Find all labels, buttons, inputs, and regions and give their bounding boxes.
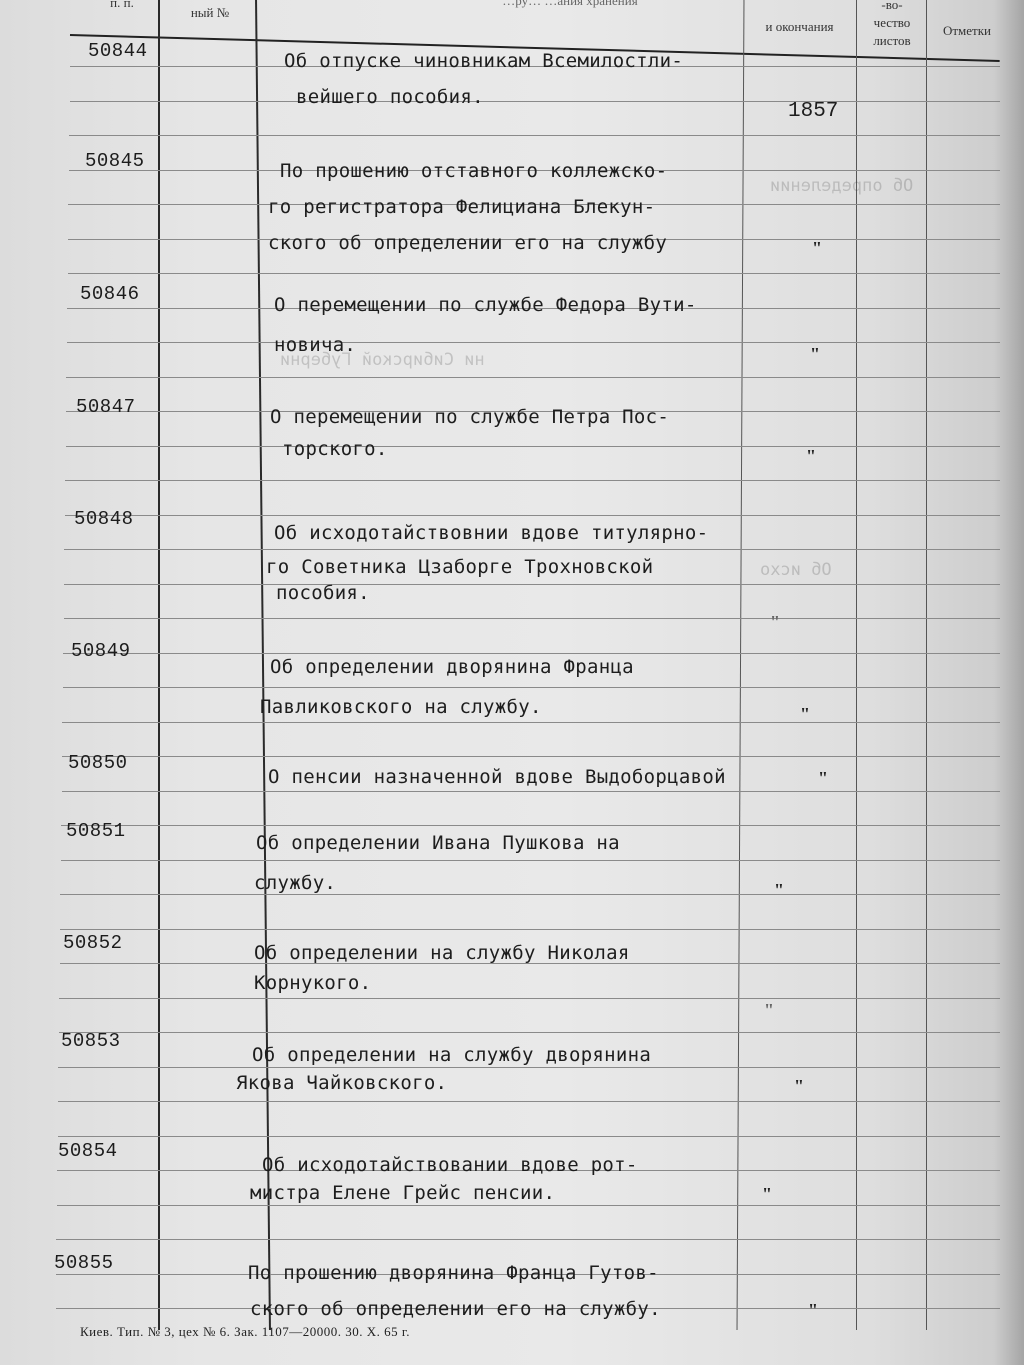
ruled-line	[58, 1136, 1000, 1137]
ditto-mark: "	[794, 1076, 804, 1096]
record-title-line: Об определении Ивана Пушкова на	[256, 832, 620, 854]
ruled-line	[64, 618, 1000, 619]
record-number: 50854	[58, 1140, 118, 1162]
ditto-mark: "	[810, 344, 820, 364]
ruled-line	[61, 860, 1000, 861]
ruled-line	[63, 687, 1000, 688]
ditto-mark: "	[800, 704, 810, 724]
record-title-line: службу.	[254, 872, 337, 894]
record-title-line: Об определении на службу Николая	[254, 942, 630, 964]
ruled-line	[66, 446, 1000, 447]
ditto-mark: "	[764, 1000, 774, 1020]
header-col-num: п. п.	[110, 0, 134, 10]
record-title-line: ского об определении его на службу	[268, 232, 668, 254]
record-title-line: мистра Елене Грейс пенсии.	[250, 1182, 556, 1204]
column-rule-4	[856, 0, 857, 1330]
ruled-line	[61, 825, 1000, 826]
record-title-line: вейшего пособия.	[296, 86, 484, 108]
header-col-title: …ру… …ания хранения	[502, 0, 638, 8]
record-number: 50852	[63, 932, 123, 954]
header-col-count: -во- чество листов	[873, 0, 911, 48]
ruled-line	[69, 135, 1000, 136]
record-title-line: Об исходотайствовании вдове рот-	[262, 1154, 638, 1176]
record-title-line: Павликовского на службу.	[260, 696, 542, 718]
ruled-line	[67, 342, 1000, 343]
column-rule-3	[737, 0, 745, 1330]
bleed-through-text: ни Сибирской Губерни	[280, 350, 485, 370]
ruled-line	[60, 894, 1000, 895]
record-number: 50853	[61, 1030, 121, 1052]
header-col-notes: Отметки	[942, 23, 992, 38]
record-title-line: По прошению отставного коллежско-	[280, 160, 668, 182]
record-title-line: торского.	[282, 438, 388, 460]
record-number: 50845	[85, 150, 145, 172]
ruled-line	[59, 998, 1000, 999]
record-title-line: Корнукого.	[254, 972, 372, 994]
record-number: 50848	[74, 508, 134, 530]
record-title-line: ского об определении его на службу.	[250, 1298, 661, 1320]
record-number: 50844	[88, 40, 148, 62]
ruled-line	[68, 273, 1000, 274]
printer-imprint: Киев. Тип. № 3, цех № 6. Зак. 1107—20000. 30. X. 65 г.	[80, 1324, 411, 1339]
record-number: 50851	[66, 820, 126, 842]
ruled-line	[64, 549, 1000, 550]
ruled-line	[70, 101, 1000, 102]
column-rule-5	[926, 0, 927, 1330]
record-year: 1857	[788, 100, 839, 123]
record-number: 50849	[71, 640, 131, 662]
record-title-line: Об отпуске чиновникам Всемилостли-	[284, 50, 684, 72]
record-title-line: О перемещении по службе Федора Вути-	[274, 294, 697, 316]
record-title-line: О пенсии назначенной вдове Выдоборцавой	[268, 766, 726, 788]
ditto-mark: "	[770, 612, 780, 632]
bleed-through-text: Об исхо	[760, 560, 832, 580]
ruled-line	[57, 1205, 1000, 1206]
header-col-dates: и окончания	[765, 19, 834, 34]
ditto-mark: "	[762, 1184, 772, 1204]
record-title-line: го регистратора Фелициана Блекун-	[268, 196, 656, 218]
record-title-line: Якова Чайковского.	[236, 1072, 448, 1094]
ditto-mark: "	[812, 238, 822, 258]
ruled-line	[62, 756, 1000, 757]
ditto-mark: "	[818, 768, 828, 788]
ditto-mark: "	[774, 880, 784, 900]
ruled-line	[62, 791, 1000, 792]
ruled-line	[65, 480, 1000, 481]
ruled-line	[59, 1032, 1000, 1033]
ruled-line	[64, 584, 1000, 585]
page-edge-shadow	[994, 0, 1024, 1365]
record-title-line: Об определении на службу дворянина	[252, 1044, 652, 1066]
record-number: 50846	[80, 283, 140, 305]
record-title-line: По прошению дворянина Франца Гутов-	[248, 1262, 659, 1284]
ditto-mark: "	[808, 1300, 818, 1320]
record-number: 50847	[76, 396, 136, 418]
record-title-line: пособия.	[276, 582, 370, 604]
ruled-line	[56, 1239, 1000, 1240]
record-number: 50850	[68, 752, 128, 774]
ruled-line	[66, 377, 1000, 378]
header-col-inv: ный №	[190, 5, 230, 20]
record-number: 50855	[54, 1252, 114, 1274]
ruled-line	[65, 515, 1000, 516]
ruled-line	[63, 653, 1000, 654]
record-title-line: новича.	[274, 334, 357, 356]
ruled-line	[58, 1101, 1000, 1102]
column-rule-1	[158, 0, 160, 1330]
ruled-line	[62, 722, 1000, 723]
bleed-through-text: Об определении	[770, 176, 914, 196]
record-title-line: го Советника Цзаборге Трохновской	[266, 556, 654, 578]
record-title-line: О перемещении по службе Петра Пос-	[270, 406, 670, 428]
record-title-line: Об определении дворянина Франца	[270, 656, 634, 678]
record-title-line: Об исходотайствовнии вдове титулярно-	[274, 522, 709, 544]
ruled-line	[60, 929, 1000, 930]
ditto-mark: "	[806, 446, 816, 466]
ruled-line	[58, 1067, 1000, 1068]
